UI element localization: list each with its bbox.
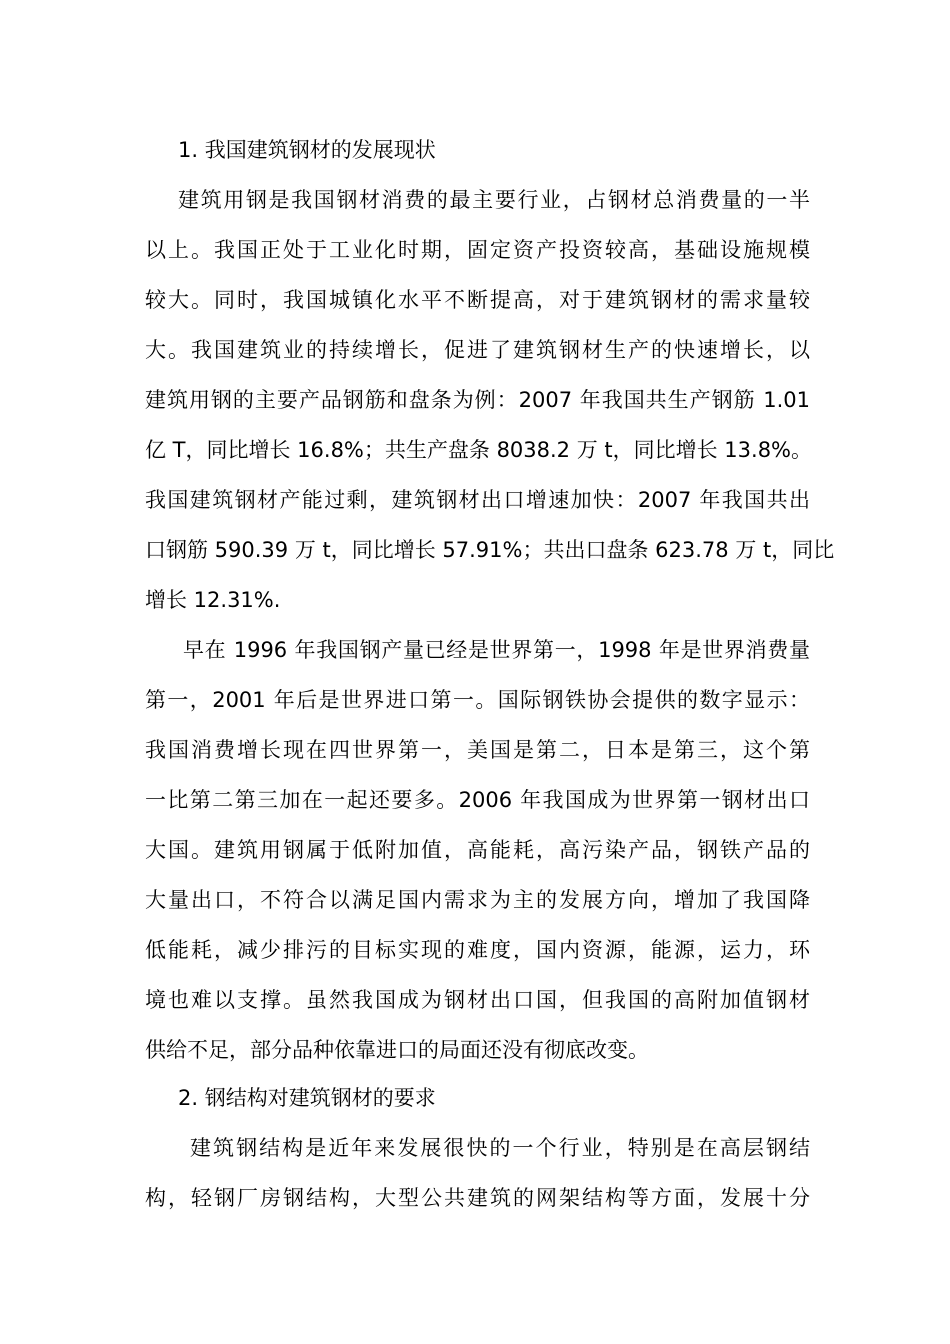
paragraph-2-line: 第一，2001 年后是世界进口第一。国际钢铁协会提供的数字显示： — [145, 688, 810, 712]
section-1-heading: 1. 我国建筑钢材的发展现状 — [178, 138, 436, 162]
paragraph-1-line: 以上。我国正处于工业化时期，固定资产投资较高，基础设施规模 — [145, 238, 810, 262]
paragraph-1-line: 口钢筋 590.39 万 t，同比增长 57.91%；共出口盘条 623.78 万 t，同比 — [145, 538, 835, 562]
paragraph-3-line: 构，轻钢厂房钢结构，大型公共建筑的网架结构等方面，发展十分 — [145, 1186, 810, 1210]
paragraph-2-line: 低能耗，减少排污的目标实现的难度，国内资源，能源，运力，环 — [145, 938, 810, 962]
paragraph-2-line: 大国。建筑用钢属于低附加值，高能耗，高污染产品，钢铁产品的 — [145, 838, 810, 862]
paragraph-1-line: 大。我国建筑业的持续增长，促进了建筑钢材生产的快速增长，以 — [145, 338, 810, 362]
section-2-heading: 2. 钢结构对建筑钢材的要求 — [178, 1086, 436, 1110]
paragraph-2-line: 大量出口，不符合以满足国内需求为主的发展方向，增加了我国降 — [145, 888, 810, 912]
paragraph-1-line: 增长 12.31%. — [145, 588, 281, 612]
paragraph-2-line: 供给不足，部分品种依靠进口的局面还没有彻底改变。 — [145, 1038, 649, 1062]
paragraph-1-line: 较大。同时，我国城镇化水平不断提高，对于建筑钢材的需求量较 — [145, 288, 810, 312]
paragraph-2-line: 一比第二第三加在一起还要多。2006 年我国成为世界第一钢材出口 — [145, 788, 810, 812]
paragraph-1-line: 我国建筑钢材产能过剩，建筑钢材出口增速加快：2007 年我国共出 — [145, 488, 810, 512]
paragraph-1-line: 建筑用钢是我国钢材消费的最主要行业，占钢材总消费量的一半 — [178, 188, 810, 212]
paragraph-1-line: 亿 T，同比增长 16.8%；共生产盘条 8038.2 万 t，同比增长 13.8%。 — [145, 438, 813, 462]
paragraph-2-line: 我国消费增长现在四世界第一，美国是第二，日本是第三，这个第 — [145, 738, 810, 762]
paragraph-2-line: 境也难以支撑。虽然我国成为钢材出口国，但我国的高附加值钢材 — [145, 988, 810, 1012]
paragraph-1-line: 建筑用钢的主要产品钢筋和盘条为例：2007 年我国共生产钢筋 1.01 — [145, 388, 810, 412]
paragraph-3-line: 建筑钢结构是近年来发展很快的一个行业，特别是在高层钢结 — [190, 1136, 810, 1160]
paragraph-2-line: 早在 1996 年我国钢产量已经是世界第一，1998 年是世界消费量 — [183, 638, 810, 662]
